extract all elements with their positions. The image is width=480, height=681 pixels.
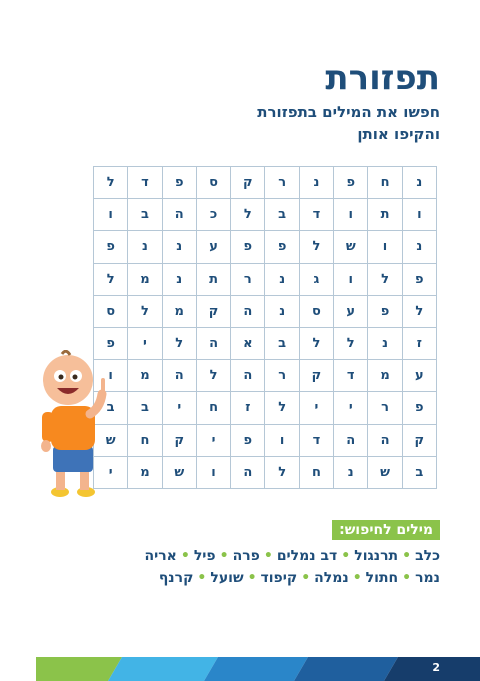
grid-cell[interactable]: נ	[128, 231, 162, 263]
grid-cell[interactable]: ס	[94, 296, 128, 328]
grid-cell[interactable]: ל	[403, 296, 437, 328]
words-line-2	[159, 570, 440, 586]
grid-cell[interactable]: מ	[128, 457, 162, 489]
grid-cell[interactable]: ה	[231, 296, 265, 328]
grid-cell[interactable]: ד	[334, 360, 368, 392]
bullet-separator: •	[263, 548, 273, 564]
grid-cell[interactable]: כ	[197, 199, 231, 231]
grid-cell[interactable]: ל	[128, 296, 162, 328]
bullet-separator: •	[197, 570, 207, 586]
grid-cell[interactable]: נ	[265, 296, 299, 328]
bullet-separator: •	[402, 548, 412, 564]
instructions-line-2: והקיפו אותן	[357, 125, 440, 143]
grid-cell[interactable]: מ	[163, 296, 197, 328]
grid-cell[interactable]: ז	[231, 392, 265, 424]
grid-cell[interactable]: פ	[403, 264, 437, 296]
grid-cell[interactable]: ז	[403, 328, 437, 360]
bullet-separator: •	[352, 570, 362, 586]
instructions	[140, 101, 440, 145]
grid-cell[interactable]: פ	[403, 392, 437, 424]
grid-cell[interactable]: נ	[163, 264, 197, 296]
grid-cell[interactable]: ו	[265, 425, 299, 457]
grid-cell[interactable]: ד	[128, 167, 162, 199]
grid-cell[interactable]: ק	[197, 296, 231, 328]
grid-cell[interactable]: נ	[163, 231, 197, 263]
grid-cell[interactable]: י	[300, 392, 334, 424]
word-item: חתול	[365, 570, 399, 586]
grid-cell[interactable]: מ	[128, 264, 162, 296]
instructions-line-1: חפשו את המילים בתפזורת	[257, 103, 440, 121]
grid-cell[interactable]: ע	[334, 296, 368, 328]
grid-cell[interactable]: ל	[265, 457, 299, 489]
grid-cell[interactable]: ו	[368, 231, 402, 263]
grid-cell[interactable]: ס	[300, 296, 334, 328]
grid-cell[interactable]: ל	[368, 264, 402, 296]
grid-cell[interactable]: פ	[163, 167, 197, 199]
grid-cell[interactable]: ל	[231, 199, 265, 231]
grid-cell[interactable]: ו	[197, 457, 231, 489]
grid-cell[interactable]: פ	[334, 167, 368, 199]
grid-cell[interactable]: פ	[368, 296, 402, 328]
bullet-separator: •	[402, 570, 412, 586]
grid-cell[interactable]: ה	[231, 457, 265, 489]
word-item: קיפוד	[260, 570, 298, 586]
grid-cell[interactable]: ש	[368, 457, 402, 489]
grid-cell[interactable]: ד	[300, 199, 334, 231]
grid-cell[interactable]: ב	[403, 457, 437, 489]
word-item: פרה	[232, 548, 260, 564]
grid-cell[interactable]: ה	[163, 199, 197, 231]
grid-cell[interactable]: ח	[300, 457, 334, 489]
page-number: 2	[432, 661, 440, 674]
page-title: תפזורת	[325, 58, 440, 98]
grid-cell[interactable]: ע	[197, 231, 231, 263]
grid-cell[interactable]: ל	[197, 360, 231, 392]
footer-bar	[36, 657, 480, 681]
grid-cell[interactable]: פ	[231, 231, 265, 263]
grid-cell[interactable]: א	[231, 328, 265, 360]
word-item: נמר	[415, 570, 440, 586]
grid-cell[interactable]: ל	[265, 392, 299, 424]
bullet-separator: •	[247, 570, 257, 586]
grid-cell[interactable]: ה	[163, 360, 197, 392]
grid-cell[interactable]: ח	[128, 425, 162, 457]
bullet-separator: •	[301, 570, 311, 586]
grid-cell[interactable]: ח	[197, 392, 231, 424]
grid-cell[interactable]: ג	[300, 264, 334, 296]
grid-cell[interactable]: פ	[231, 425, 265, 457]
grid-cell[interactable]: ב	[128, 392, 162, 424]
grid-cell[interactable]: נ	[368, 328, 402, 360]
grid-cell[interactable]: ל	[300, 328, 334, 360]
grid-cell[interactable]: ל	[334, 328, 368, 360]
word-item: אריה	[144, 548, 177, 564]
grid-cell[interactable]: ל	[94, 264, 128, 296]
cartoon-boy-illustration	[38, 350, 108, 500]
grid-cell[interactable]: ו	[94, 199, 128, 231]
grid-cell[interactable]: ל	[300, 231, 334, 263]
grid-cell[interactable]: נ	[403, 167, 437, 199]
word-search-grid[interactable]	[93, 166, 437, 489]
bullet-separator: •	[341, 548, 351, 564]
grid-cell[interactable]: י	[334, 392, 368, 424]
grid-cell[interactable]: ר	[265, 167, 299, 199]
grid-cell[interactable]: נ	[403, 231, 437, 263]
grid-cell[interactable]: ל	[94, 167, 128, 199]
word-item: נמלה	[314, 570, 349, 586]
grid-cell[interactable]: י	[197, 425, 231, 457]
grid-cell[interactable]: ב	[265, 199, 299, 231]
grid-cell[interactable]: ח	[368, 167, 402, 199]
grid-cell[interactable]: ל	[163, 328, 197, 360]
grid-cell[interactable]: ש	[163, 457, 197, 489]
grid-cell[interactable]: ק	[163, 425, 197, 457]
grid-cell[interactable]: ב	[128, 199, 162, 231]
word-item: כלב	[415, 548, 440, 564]
grid-cell[interactable]: ו	[403, 199, 437, 231]
word-item: תרנגול	[354, 548, 399, 564]
grid-cell[interactable]: ו	[334, 199, 368, 231]
grid-cell[interactable]: י	[163, 392, 197, 424]
grid-cell[interactable]: ב	[265, 328, 299, 360]
grid-cell[interactable]: ה	[368, 425, 402, 457]
grid-cell[interactable]: י	[94, 457, 128, 489]
words-to-find-header: מילים לחיפוש:	[332, 520, 440, 540]
grid-cell[interactable]: נ	[334, 457, 368, 489]
grid-cell[interactable]: פ	[265, 231, 299, 263]
grid-cell[interactable]: ה	[231, 360, 265, 392]
grid-cell[interactable]: ו	[334, 264, 368, 296]
grid-cell[interactable]: מ	[128, 360, 162, 392]
grid-cell[interactable]: פ	[94, 231, 128, 263]
grid-cell[interactable]: ה	[197, 328, 231, 360]
grid-cell[interactable]: ק	[300, 360, 334, 392]
grid-cell[interactable]: ד	[300, 425, 334, 457]
word-item: פיל	[193, 548, 216, 564]
word-item: דב נמלים	[276, 548, 338, 564]
grid-cell[interactable]: ק	[231, 167, 265, 199]
grid-cell[interactable]: מ	[368, 360, 402, 392]
bullet-separator: •	[219, 548, 229, 564]
word-item: קרנף	[158, 570, 194, 586]
grid-cell[interactable]: י	[128, 328, 162, 360]
words-line-1	[145, 548, 441, 564]
grid-cell[interactable]: ו	[94, 360, 128, 392]
grid-cell[interactable]: ע	[403, 360, 437, 392]
grid-cell[interactable]: ק	[403, 425, 437, 457]
grid-cell[interactable]: ר	[265, 360, 299, 392]
grid-cell[interactable]: נ	[265, 264, 299, 296]
bullet-separator: •	[180, 548, 190, 564]
grid-cell[interactable]: ת	[197, 264, 231, 296]
grid-cell[interactable]: ס	[197, 167, 231, 199]
grid-cell[interactable]: פ	[94, 328, 128, 360]
grid-cell[interactable]: ה	[334, 425, 368, 457]
grid-cell[interactable]: ש	[94, 425, 128, 457]
word-item: שועל	[210, 570, 244, 586]
grid-cell[interactable]: ר	[231, 264, 265, 296]
grid-cell[interactable]: נ	[300, 167, 334, 199]
grid-cell[interactable]: ב	[94, 392, 128, 424]
grid-cell[interactable]: ר	[368, 392, 402, 424]
grid-cell[interactable]: ת	[368, 199, 402, 231]
grid-cell[interactable]: ש	[334, 231, 368, 263]
